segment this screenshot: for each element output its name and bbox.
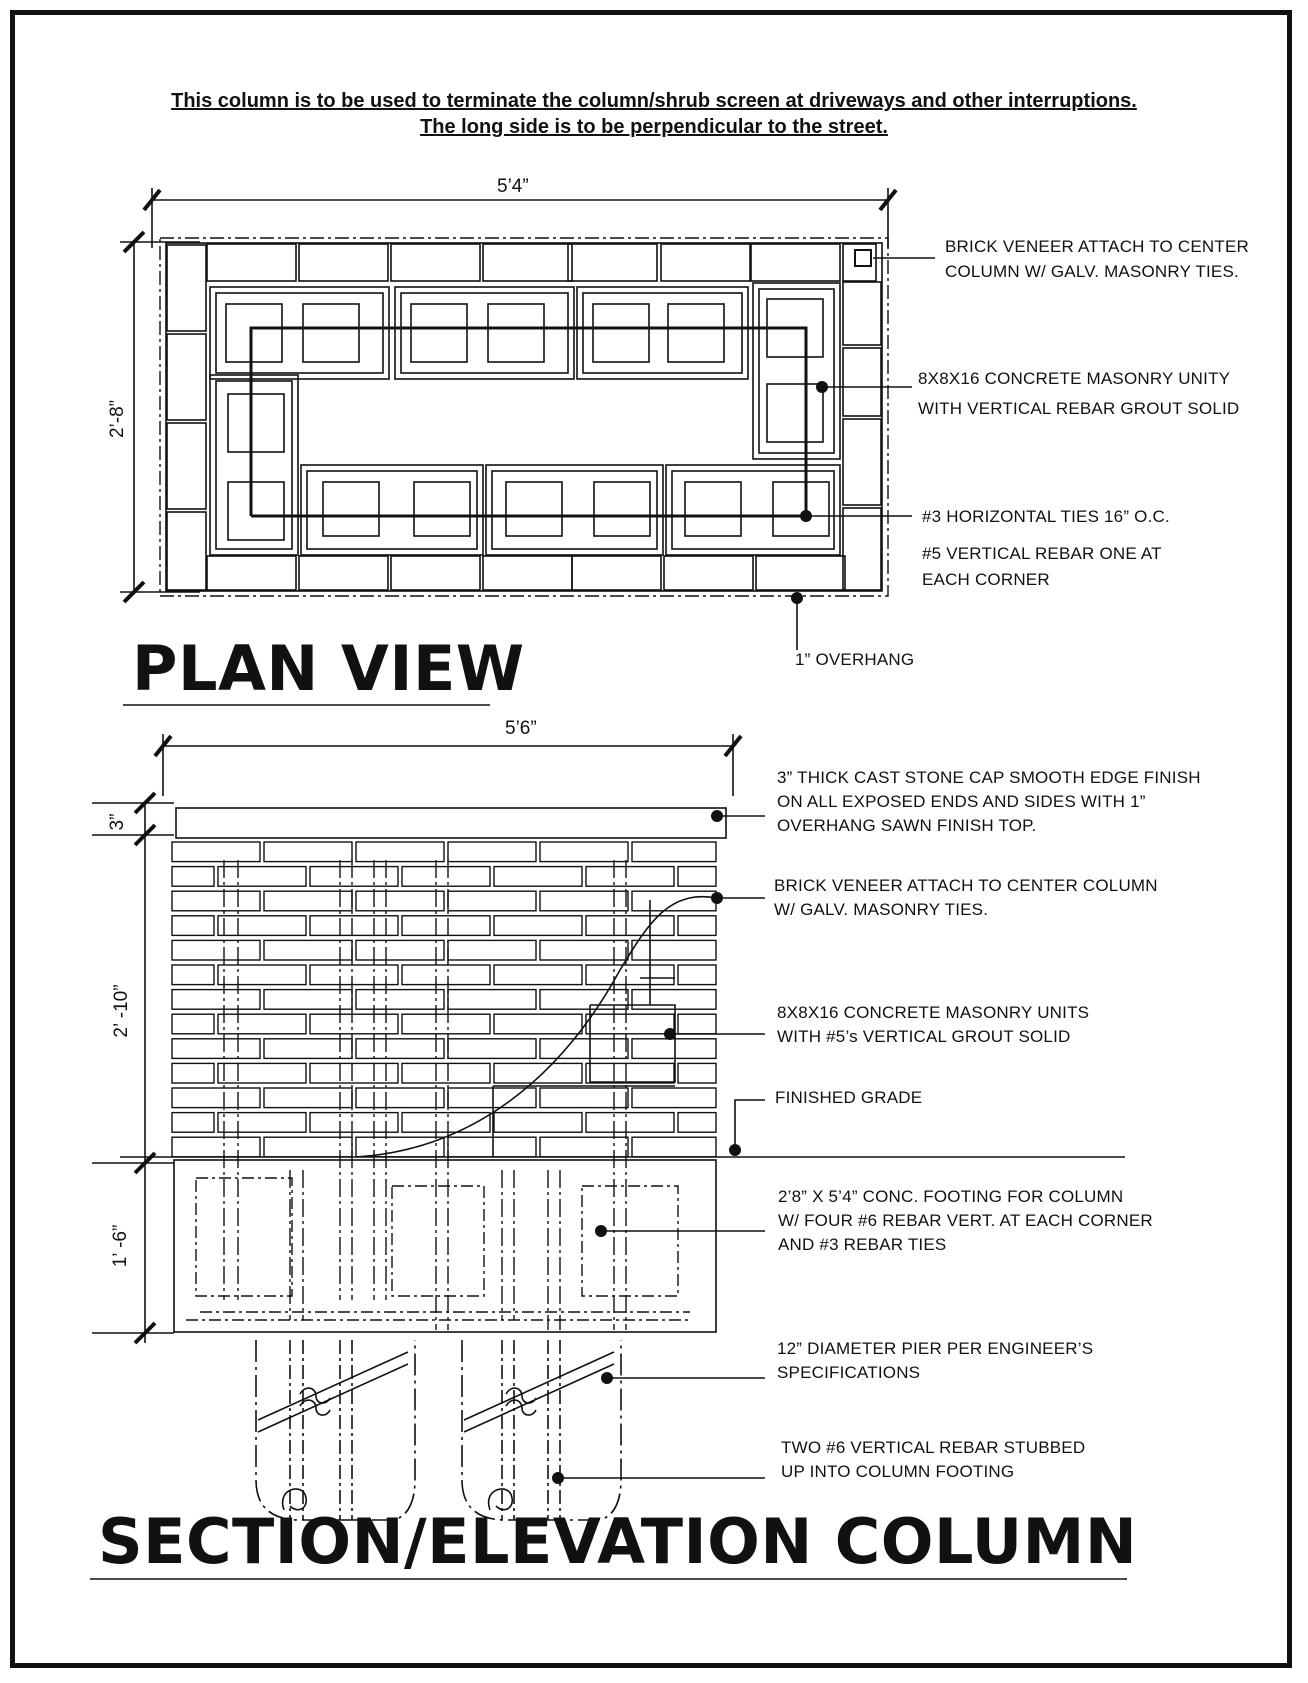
plan-note-brick-veneer-2: COLUMN W/ GALV. MASONRY TIES. xyxy=(945,262,1239,281)
plan-note-rebar-1: #5 VERTICAL REBAR ONE AT xyxy=(922,544,1162,563)
section-footing-dimension: 1’ -6” xyxy=(110,1224,131,1268)
plan-note-brick-veneer-1: BRICK VENEER ATTACH TO CENTER xyxy=(945,237,1249,256)
pier-right xyxy=(462,1340,621,1520)
section-note-pier-2: SPECIFICATIONS xyxy=(777,1363,921,1382)
section-note-cap-1: 3” THICK CAST STONE CAP SMOOTH EDGE FINISH xyxy=(777,768,1201,787)
section-note-pier-1: 12” DIAMETER PIER PER ENGINEER’S xyxy=(777,1339,1094,1358)
section-note-cap-3: OVERHANG SAWN FINISH TOP. xyxy=(777,816,1037,835)
section-width-dimension: 5’6” xyxy=(505,718,537,739)
plan-note-cmu-1: 8X8X16 CONCRETE MASONRY UNITY xyxy=(918,369,1231,388)
section-column-dimension: 2’ -10” xyxy=(111,984,132,1038)
section-view-drawing xyxy=(92,734,1125,1520)
section-note-cmu-2: WITH #5’s VERTICAL GROUT SOLID xyxy=(777,1027,1071,1046)
plan-note-cmu-2: WITH VERTICAL REBAR GROUT SOLID xyxy=(918,399,1240,418)
plan-depth-dimension: 2’-8” xyxy=(107,400,128,439)
plan-note-ties: #3 HORIZONTAL TIES 16” O.C. xyxy=(922,507,1170,526)
section-note-brick-1: BRICK VENEER ATTACH TO CENTER COLUMN xyxy=(774,876,1158,895)
header-line-2: The long side is to be perpendicular to the street. xyxy=(420,116,888,138)
plan-note-rebar-2: EACH CORNER xyxy=(922,570,1050,589)
plan-view-title: PLAN VIEW xyxy=(132,632,525,705)
pier-left xyxy=(256,1340,415,1520)
section-cap-dimension: 3” xyxy=(107,813,128,831)
section-note-grade: FINISHED GRADE xyxy=(775,1088,923,1107)
header-line-1: This column is to be used to terminate the column/shrub screen at driveways and other interruptions. xyxy=(171,90,1137,112)
section-note-footing-3: AND #3 REBAR TIES xyxy=(778,1235,947,1254)
section-note-cmu-1: 8X8X16 CONCRETE MASONRY UNITS xyxy=(777,1003,1090,1022)
section-note-stub-1: TWO #6 VERTICAL REBAR STUBBED xyxy=(781,1438,1086,1457)
section-note-cap-2: ON ALL EXPOSED ENDS AND SIDES WITH 1” xyxy=(777,792,1146,811)
section-note-stub-2: UP INTO COLUMN FOOTING xyxy=(781,1462,1015,1481)
section-note-footing-1: 2’8” X 5’4” CONC. FOOTING FOR COLUMN xyxy=(778,1187,1124,1206)
plan-note-overhang: 1” OVERHANG xyxy=(795,650,915,669)
section-note-brick-2: W/ GALV. MASONRY TIES. xyxy=(774,900,989,919)
section-view-title: SECTION/ELEVATION COLUMN xyxy=(98,1505,1138,1578)
plan-width-dimension: 5’4” xyxy=(497,176,529,197)
plan-view-drawing xyxy=(120,188,935,650)
section-note-footing-2: W/ FOUR #6 REBAR VERT. AT EACH CORNER xyxy=(778,1211,1153,1230)
